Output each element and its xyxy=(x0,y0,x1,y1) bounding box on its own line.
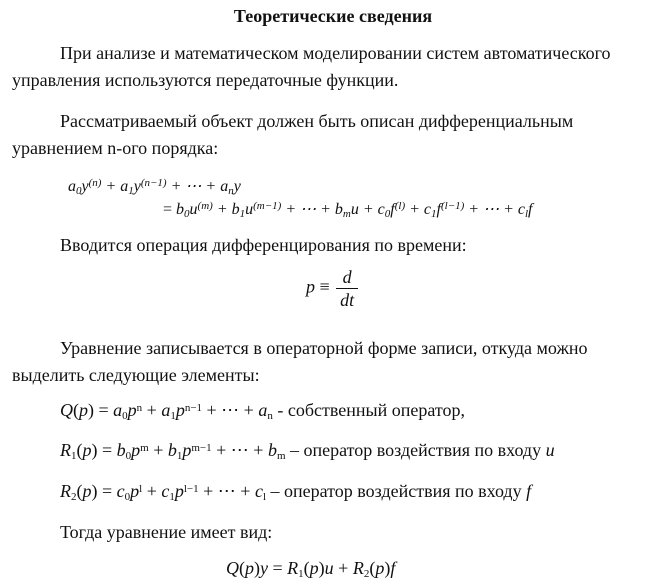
section-heading: Теоретические сведения xyxy=(233,6,433,26)
equation-final: $Q(p)y = R_1(p)u + R_2(p)f$ xyxy=(226,558,396,580)
paragraph-1-line-1: При анализе и математическом моделировании систем автоматического xyxy=(60,43,611,63)
paragraph-4-line-1: Уравнение записывается в операторной форме записи, откуда можно xyxy=(60,338,588,358)
definition-q-text: - собственный оператор, xyxy=(277,400,465,420)
paragraph-4-line-2: выделить следующие элементы: xyxy=(12,365,260,385)
paragraph-5: Тогда уравнение имеет вид: xyxy=(60,522,273,542)
definition-r1: $R_1(p) = b_0p^m + b_1p^{m-1}$ + ⋯ + $b_m$ – оператор воздействия по входу u xyxy=(60,440,555,462)
definition-r2: $R_2(p) = c_0p^l + c_1p^{l-1}$ + ⋯ + $c_l$ – оператор воздействия по входу f xyxy=(60,481,532,503)
definition-r1-text: – оператор воздействия по входу xyxy=(290,440,542,460)
paragraph-2-line-1: Рассматриваемый объект должен быть описан дифференциальным xyxy=(60,111,574,131)
definition-r2-text: – оператор воздействия по входу xyxy=(270,481,522,501)
definition-r2-variable: f xyxy=(526,481,532,501)
paragraph-3: Вводится операция дифференцирования по времени: xyxy=(60,235,467,255)
equation-operator-p: p ≡ $\frac{d}{dt}$ xyxy=(306,266,358,311)
equation-ode-line-2: = $b_0u^{(m)} + b_1u^{(m-1)}$ + ⋯ + $b_mu + c_0f^{(l)} + c_1f^{(l-1)}$ + ⋯ + $c_lf$ xyxy=(163,200,533,220)
equation-ode-line-1: $a_0y^{(n)} + a_1y^{(n-1)}$ + ⋯ + $a_ny$ xyxy=(68,177,241,197)
definition-q: $Q(p) = a_0p^n + a_1p^{n-1}$ + ⋯ + $a_n$ - собственный оператор, xyxy=(60,400,465,422)
paragraph-1-line-2: управления используются передаточные функции. xyxy=(12,70,399,90)
definition-r1-variable: u xyxy=(545,440,555,460)
paragraph-2-line-2: уравнением n-ого порядка: xyxy=(12,138,219,158)
